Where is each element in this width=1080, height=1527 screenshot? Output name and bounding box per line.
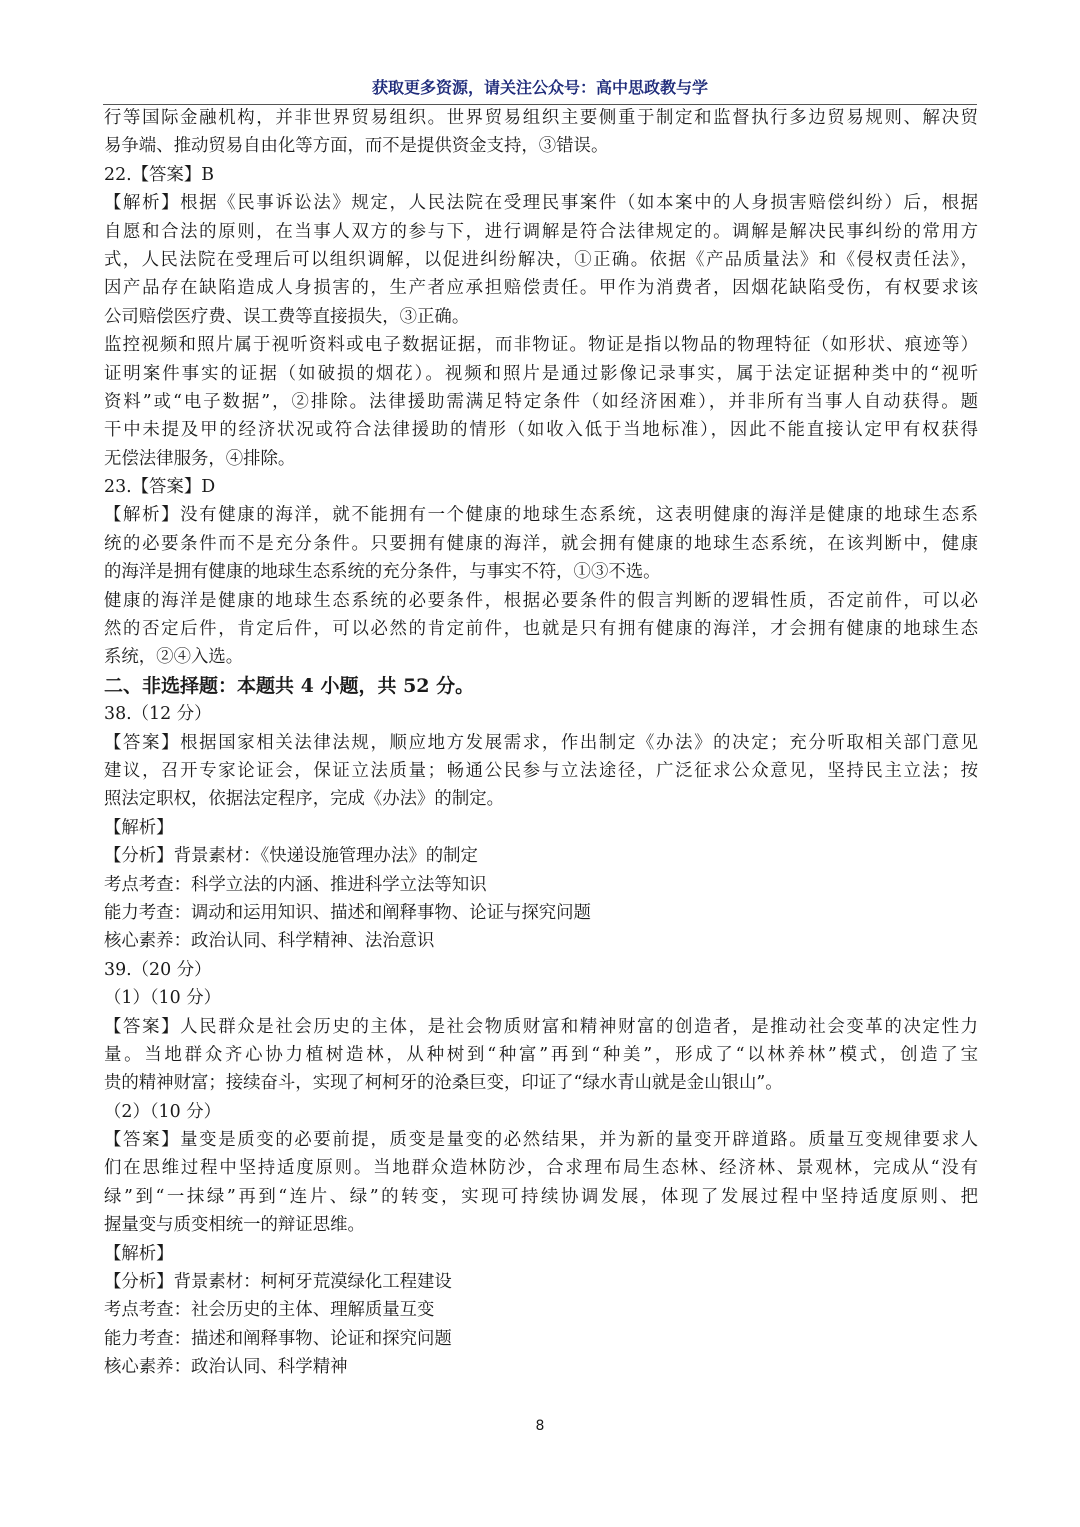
text-line: （2）（10 分） xyxy=(104,1101,221,1122)
text-line: 能力考查：调动和运用知识、描述和阐释事物、论证与探究问题 xyxy=(104,902,591,923)
text-line: 们在思维过程中坚持适度原则。当地群众造林防沙，合求理布局生态林、经济林、景观林，完成从“没有 xyxy=(104,1158,978,1179)
text-line: 考点考查：社会历史的主体、理解质量互变 xyxy=(104,1300,435,1321)
text-line: 【答案】量变是质变的必要前提，质变是量变的必然结果，并为新的量变开辟道路。质量互变规律要求人 xyxy=(104,1130,978,1151)
page-number: 8 xyxy=(535,1418,545,1434)
text-line: 监控视频和照片属于视听资料或电子数据证据，而非物证。物证是指以物品的物理特征（如形状、痕迹等） xyxy=(104,335,978,356)
text-line: 资料”或“电子数据”，②排除。法律援助需满足特定条件（如经济困难），并非所有当事人自动获得。题 xyxy=(104,391,978,412)
text-line: 【答案】人民群众是社会历史的主体，是社会物质财富和精神财富的创造者，是推动社会变革的决定性力 xyxy=(104,1016,978,1037)
text-line: 【解析】 xyxy=(104,817,174,838)
text-line: 照法定职权，依据法定程序，完成《办法》的制定。 xyxy=(104,789,504,810)
text-line: 自愿和合法的原则，在当事人双方的参与下，进行调解是符合法律规定的。调解是解决民事纠纷的常用方 xyxy=(104,221,978,242)
text-line: 23.【答案】D xyxy=(104,477,216,498)
text-line: 核心素养：政治认同、科学精神 xyxy=(104,1357,348,1378)
text-line: 38.（12 分） xyxy=(104,704,212,725)
text-line: 【答案】根据国家相关法律法规，顺应地方发展需求，作出制定《办法》的决定；充分听取相关部门意见 xyxy=(104,732,978,753)
text-line: 能力考查：描述和阐释事物、论证和探究问题 xyxy=(104,1328,452,1349)
text-line: 考点考查：科学立法的内涵、推进科学立法等知识 xyxy=(104,874,487,895)
text-line: 【分析】背景素材：《快递设施管理办法》的制定 xyxy=(104,846,478,867)
text-line: 【解析】没有健康的海洋，就不能拥有一个健康的地球生态系统，这表明健康的海洋是健康的地球生态系 xyxy=(104,505,978,526)
text-line: 证明案件事实的证据（如破损的烟花）。视频和照片是通过影像记录事实，属于法定证据种类中的“视听 xyxy=(104,363,978,384)
text-line: 【分析】背景素材：柯柯牙荒漠绿化工程建设 xyxy=(104,1272,452,1293)
text-line: 贵的精神财富；接续奋斗，实现了柯柯牙的沧桑巨变，印证了“绿水青山就是金山银山”。 xyxy=(104,1073,783,1094)
text-line: 22.【答案】B xyxy=(104,164,214,185)
text-line: 式，人民法院在受理后可以组织调解，以促进纠纷解决，①正确。依据《产品质量法》和《侵权责任法》， xyxy=(104,249,978,270)
text-line: 无偿法律服务，④排除。 xyxy=(104,448,296,469)
text-line: 公司赔偿医疗费、误工费等直接损失，③正确。 xyxy=(104,306,470,327)
text-line: 核心素养：政治认同、科学精神、法治意识 xyxy=(104,931,435,952)
page-header: 获取更多资源，请关注公众号：高中思政教与学 xyxy=(103,76,977,105)
section-heading: 二、非选择题：本题共 4 小题，共 52 分。 xyxy=(104,674,475,697)
text-line: 的海洋是拥有健康的地球生态系统的充分条件，与事实不符，①③不选。 xyxy=(104,562,661,583)
text-line: 干中未提及甲的经济状况或符合法律援助的情形（如收入低于当地标准），因此不能直接认定甲有权获得 xyxy=(104,420,978,441)
text-line: 【解析】 xyxy=(104,1243,174,1264)
text-line: 易争端、推动贸易自由化等方面，而不是提供资金支持，③错误。 xyxy=(104,136,609,157)
text-line: 量。当地群众齐心协力植树造林，从种树到“种富”再到“种美”，形成了“以林养林”模式，创造了宝 xyxy=(104,1044,978,1065)
text-line: 健康的海洋是健康的地球生态系统的必要条件，根据必要条件的假言判断的逻辑性质，否定前件，可以必 xyxy=(104,590,978,611)
text-line: 建议，召开专家论证会，保证立法质量；畅通公民参与立法途径，广泛征求公众意见，坚持民主立法；按 xyxy=(104,760,978,781)
document-body xyxy=(104,104,978,1382)
text-line: 【解析】根据《民事诉讼法》规定，人民法院在受理民事案件（如本案中的人身损害赔偿纠纷）后，根据 xyxy=(104,193,978,214)
text-line: （1）（10 分） xyxy=(104,988,221,1009)
text-line: 因产品存在缺陷造成人身损害的，生产者应承担赔偿责任。甲作为消费者，因烟花缺陷受伤，有权要求该 xyxy=(104,278,978,299)
text-line: 系统，②④入选。 xyxy=(104,647,244,668)
text-line: 行等国际金融机构，并非世界贸易组织。世界贸易组织主要侧重于制定和监督执行多边贸易规则、解决贸 xyxy=(104,108,978,128)
text-line: 统的必要条件而不是充分条件。只要拥有健康的海洋，就会拥有健康的地球生态系统，在该判断中，健康 xyxy=(104,533,978,554)
text-line: 绿”到“一抹绿”再到“连片、绿”的转变，实现可持续协调发展，体现了发展过程中坚持适度原则、把 xyxy=(104,1186,978,1207)
text-line: 然的否定后件，肯定后件，可以必然的肯定前件，也就是只有拥有健康的海洋，才会拥有健康的地球生态 xyxy=(104,619,978,640)
text-line: 握量变与质变相统一的辩证思维。 xyxy=(104,1215,365,1236)
text-line: 39.（20 分） xyxy=(104,959,212,980)
